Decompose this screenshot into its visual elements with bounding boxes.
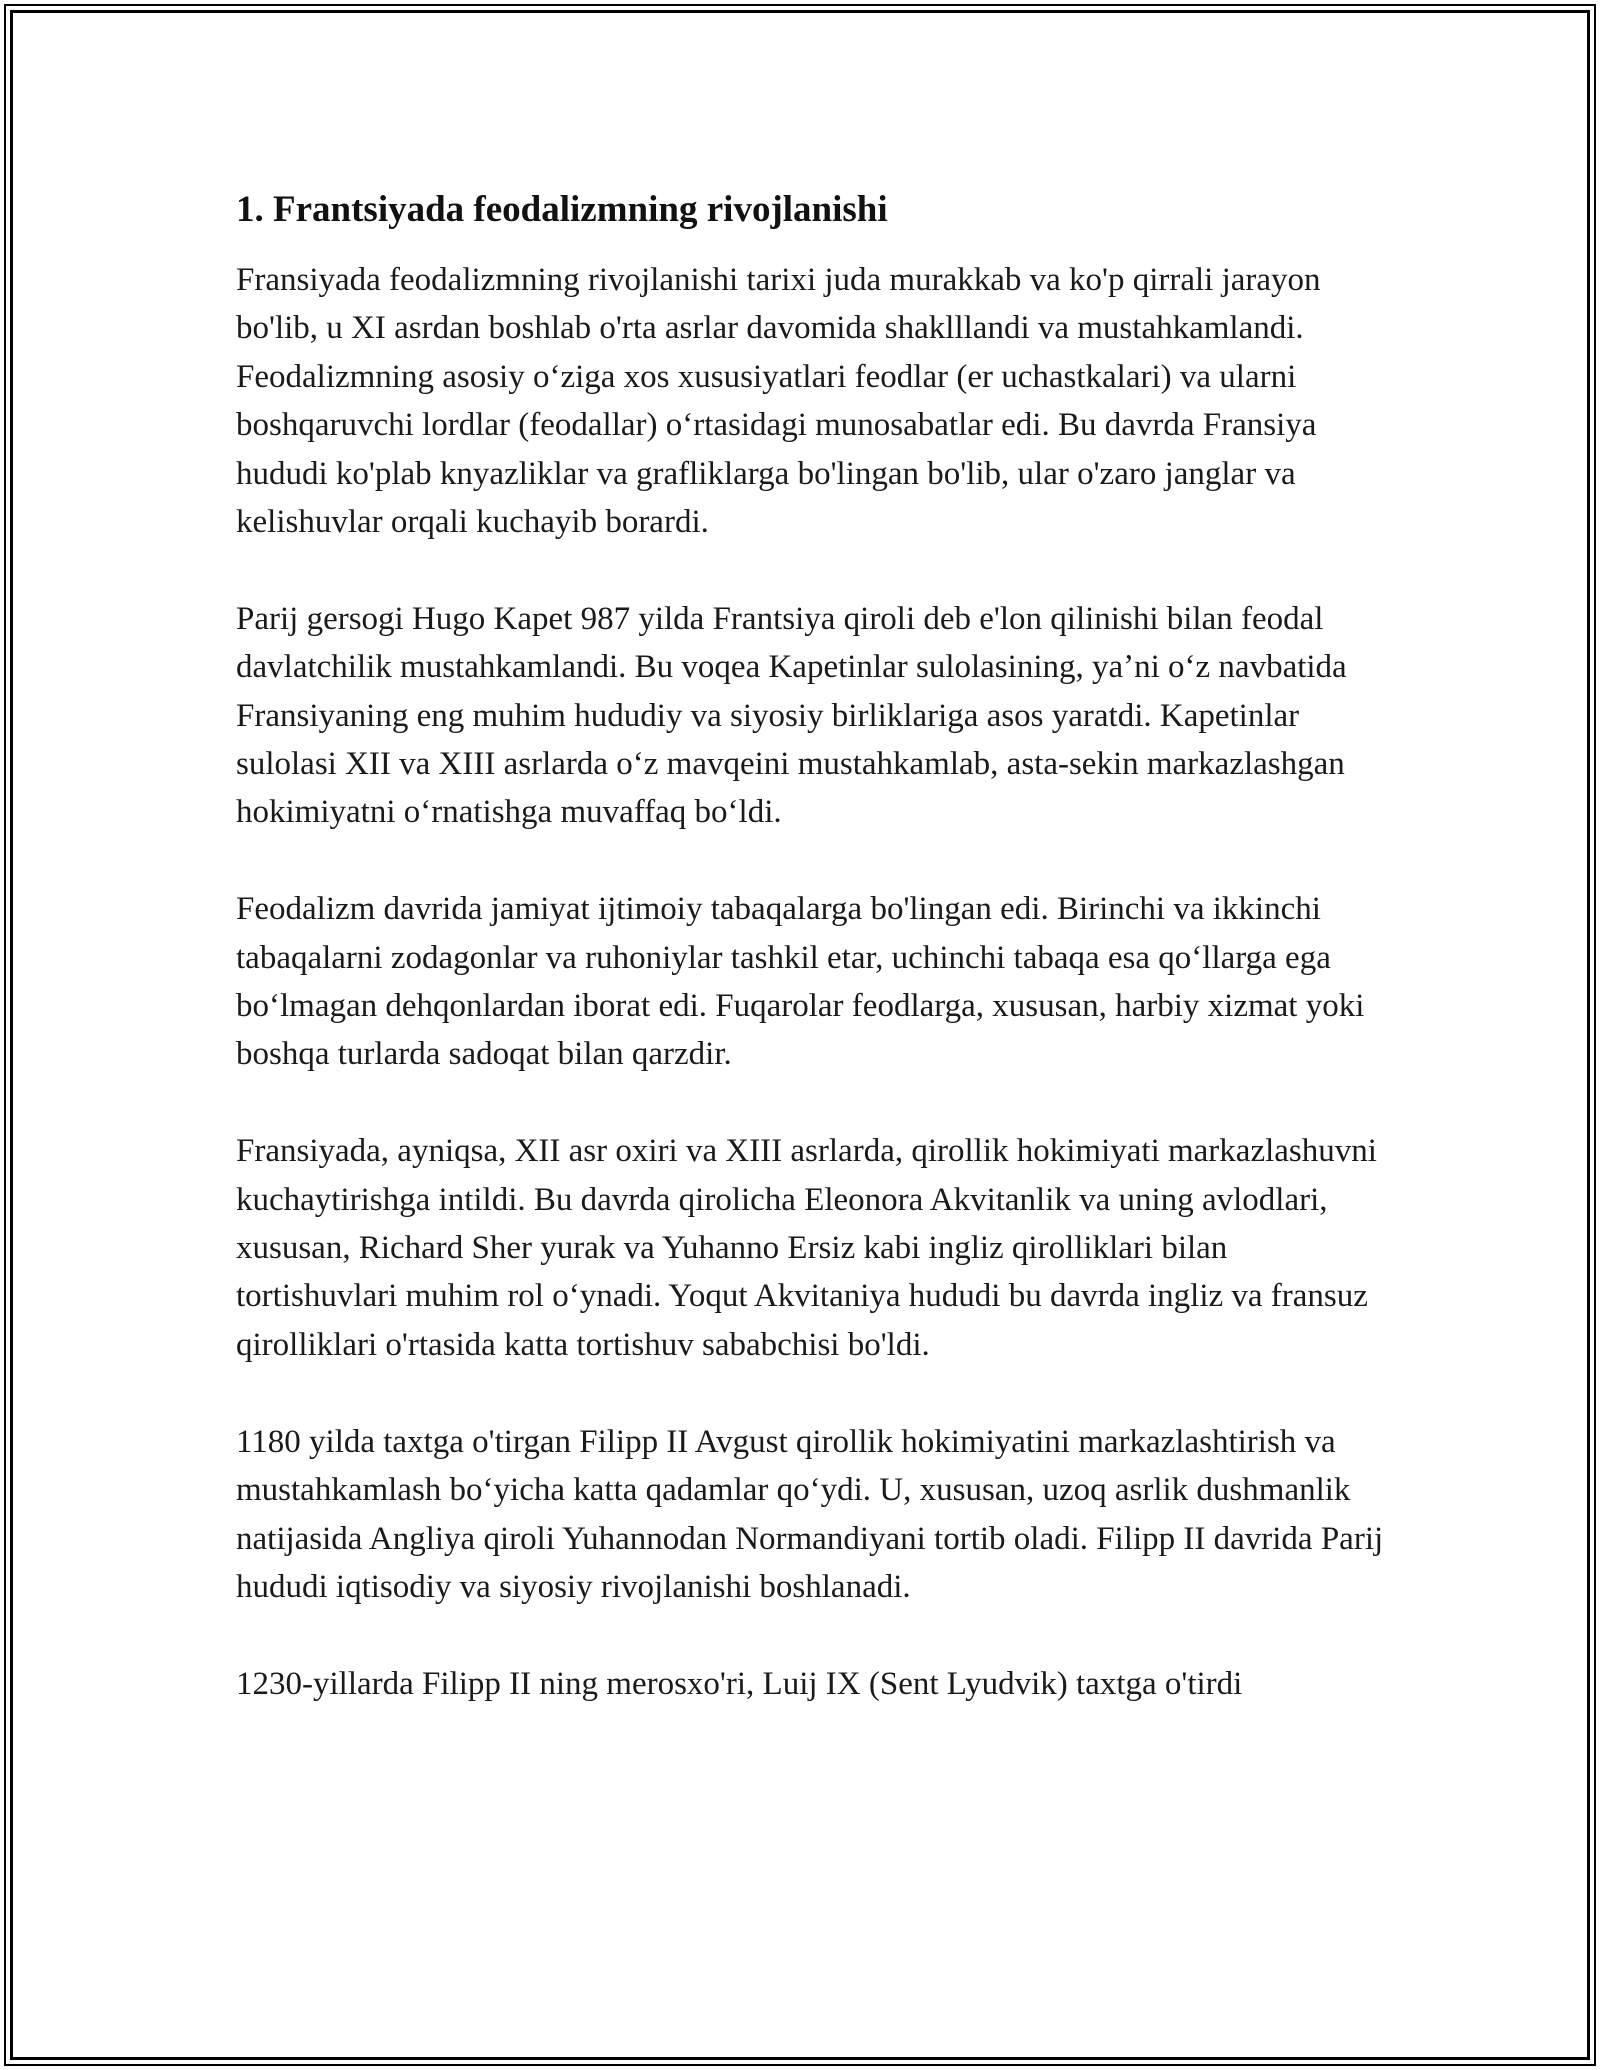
paragraph-6: 1230-yillarda Filipp II ning merosxo'ri, Luij IX (Sent Lyudvik) taxtga o'tirdi (236, 1665, 1243, 1702)
document-body (236, 186, 1386, 1757)
paragraph-2: Parij gersogi Hugo Kapet 987 yilda Frantsiya qiroli deb e'lon qilinishi bilan feodal davlatchilik mustahkamlandi. Bu voqea Kapetinlar sulolasining, yaʼni oʻz navbatida Fransiyaning eng muhim hududiy va siyosiy birliklariga asos yaratdi. Kapetinlar sulolasi XII va XIII asrlarda oʻz mavqeini mustahkamlab, asta-sekin markazlashgan hokimiyatni oʻrnatishga muvaffaq boʻldi. (236, 600, 1347, 831)
document-title: 1. Frantsiyada feodalizmning rivojlanishi (236, 189, 888, 230)
paragraph-3: Feodalizm davrida jamiyat ijtimoiy tabaqalarga bo'lingan edi. Birinchi va ikkinchi tabaqalarni zodagonlar va ruhoniylar tashkil etar, uchinchi tabaqa esa qoʻllarga ega boʻlmagan dehqonlardan iborat edi. Fuqarolar feodlarga, xususan, harbiy xizmat yoki boshqa turlarda sadoqat bilan qarzdir. (236, 891, 1365, 1073)
paragraph-1: Fransiyada feodalizmning rivojlanishi tarixi juda murakkab va ko'p qirrali jarayon bo'lib, u XI asrdan boshlab o'rta asrlar davomida shaklllandi va mustahkamlandi. Feodalizmning asosiy oʻziga xos xususiyatlari feodlar (er uchastkalari) va ularni boshqaruvchi lordlar (feodallar) oʻrtasidagi munosabatlar edi. Bu davrda Fransiya hududi ko'plab knyazliklar va grafliklarga bo'lingan bo'lib, ular o'zaro janglar va kelishuvlar orqali kuchayib borardi. (236, 262, 1321, 541)
paragraph-4: Fransiyada, ayniqsa, XII asr oxiri va XIII asrlarda, qirollik hokimiyati markazlashuvni kuchaytirishga intildi. Bu davrda qirolicha Eleonora Akvitanlik va uning avlodlari, xususan, Richard Sher yurak va Yuhanno Ersiz kabi ingliz qirolliklari bilan tortishuvlari muhim rol oʻynadi. Yoqut Akvitaniya hududi bu davrda ingliz va fransuz qirolliklari o'rtasida katta tortishuv sababchisi bo'ldi. (236, 1133, 1377, 1363)
paragraph-5: 1180 yilda taxtga o'tirgan Filipp II Avgust qirollik hokimiyatini markazlashtirish va mustahkamlash boʻyicha katta qadamlar qoʻydi. U, xususan, uzoq asrlik dushmanlik natijasida Angliya qiroli Yuhannodan Normandiyani tortib oladi. Filipp II davrida Parij hududi iqtisodiy va siyosiy rivojlanishi boshlanadi. (236, 1423, 1384, 1605)
